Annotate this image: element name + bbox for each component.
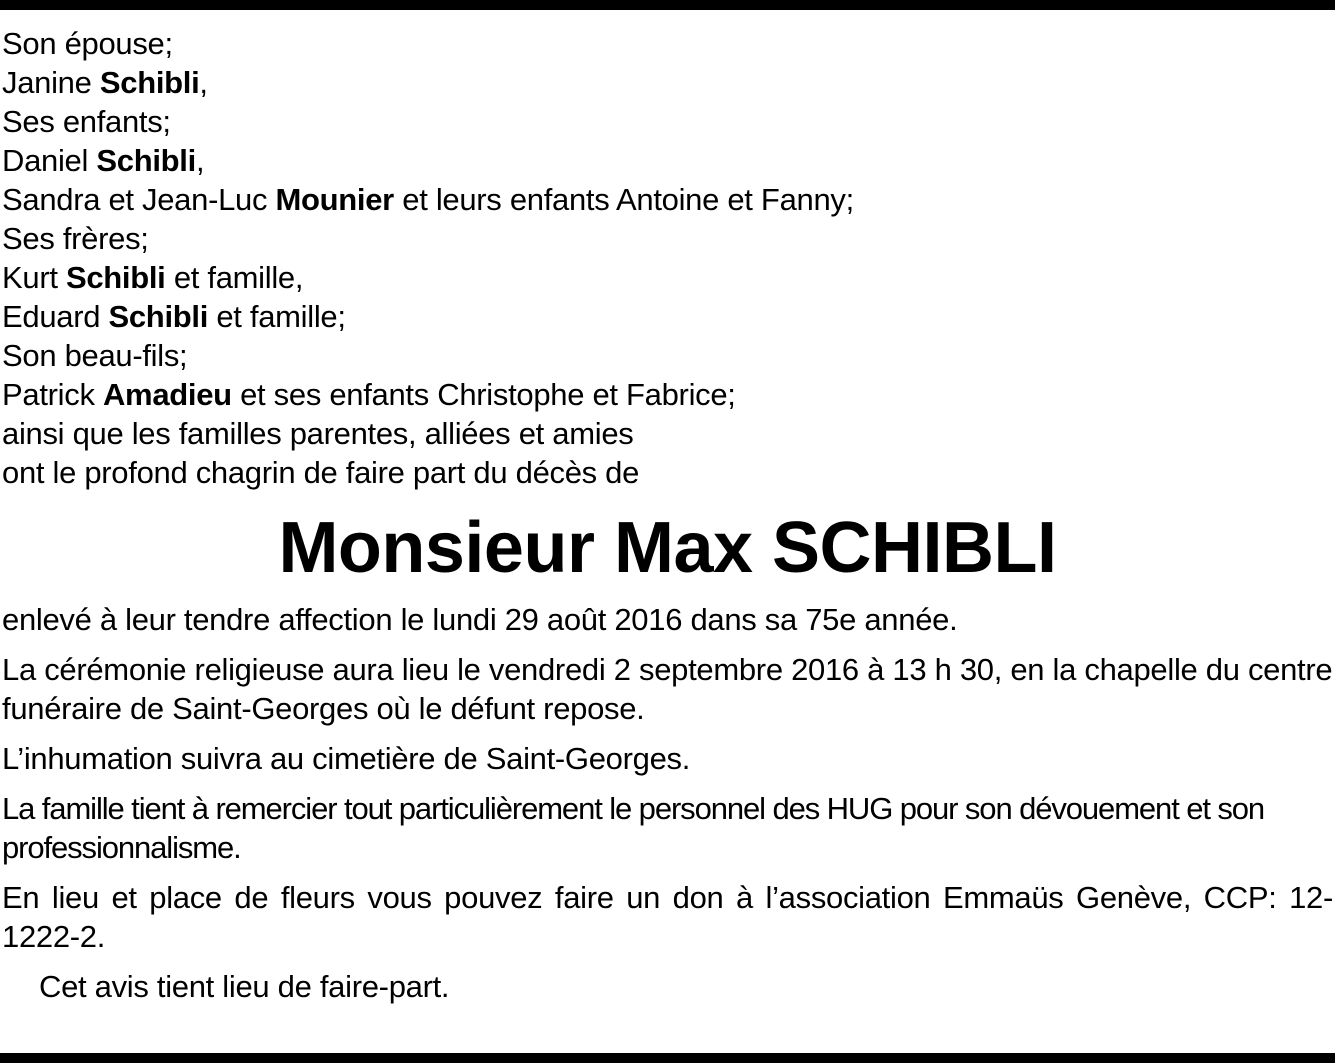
punctuation: ,: [199, 65, 208, 100]
thanks-paragraph: La famille tient à remercier tout particulièrement le personnel des HUG pour son dévouement et son professionnalisme.: [2, 791, 1265, 865]
burial-paragraph: L’inhumation suivra au cimetière de Saint-Georges.: [2, 741, 691, 776]
surname: Schibli: [108, 299, 209, 334]
family-list: [2, 24, 1333, 492]
first-name: Sandra et Jean-Luc: [2, 182, 276, 217]
obituary-notice: [2, 24, 1333, 1017]
relation-label: Son beau-fils;: [2, 338, 188, 373]
family-line: [2, 219, 1333, 258]
surname: Mounier: [275, 182, 394, 217]
family-line: [2, 297, 1333, 336]
extended-family-text: ainsi que les familles parentes, alliées et amies: [2, 416, 634, 451]
surname: Schibli: [65, 260, 166, 295]
punctuation: ,: [195, 143, 205, 178]
family-line: [2, 336, 1333, 375]
announcement-text: ont le profond chagrin de faire part du décès de: [2, 455, 640, 490]
family-detail: et famille;: [208, 299, 346, 334]
first-name: Eduard: [2, 299, 109, 334]
family-detail: et famille,: [165, 260, 304, 295]
family-line: [2, 141, 1333, 180]
family-line: [2, 414, 1333, 453]
relation-label: Son épouse;: [2, 26, 173, 61]
death-date-paragraph: enlevé à leur tendre affection le lundi 29 août 2016 dans sa 75e année.: [2, 602, 958, 637]
first-name: Daniel: [2, 143, 97, 178]
family-line: [2, 375, 1333, 414]
donation-paragraph: En lieu et place de fleurs vous pouvez faire un don à l’association Emmaüs Genève, CCP: 12-1222-2.: [2, 880, 1333, 954]
relation-label: Ses frères;: [2, 221, 149, 256]
family-line: [2, 258, 1333, 297]
top-border-rule: [0, 0, 1335, 10]
first-name: Kurt: [2, 260, 66, 295]
family-line: [2, 453, 1333, 492]
surname: Schibli: [99, 65, 200, 100]
bottom-border-rule: [0, 1053, 1335, 1063]
surname: Schibli: [96, 143, 196, 178]
family-line: [2, 63, 1333, 102]
family-line: [2, 24, 1333, 63]
first-name: Patrick: [2, 377, 103, 412]
family-line: [2, 102, 1333, 141]
ceremony-paragraph: La cérémonie religieuse aura lieu le vendredi 2 septembre 2016 à 13 h 30, en la chapelle du centre funéraire de Saint-Georges où le défunt repose.: [2, 652, 1333, 726]
family-detail: et leurs enfants Antoine et Fanny;: [393, 182, 854, 217]
surname: Amadieu: [102, 377, 232, 412]
deceased-name: Monsieur Max SCHIBLI: [278, 508, 1057, 588]
relation-label: Ses enfants;: [2, 104, 171, 139]
family-line: [2, 180, 1333, 219]
family-detail: et ses enfants Christophe et Fabrice;: [231, 377, 736, 412]
closing-note: Cet avis tient lieu de faire-part.: [39, 969, 450, 1004]
first-name: Janine: [2, 65, 100, 100]
